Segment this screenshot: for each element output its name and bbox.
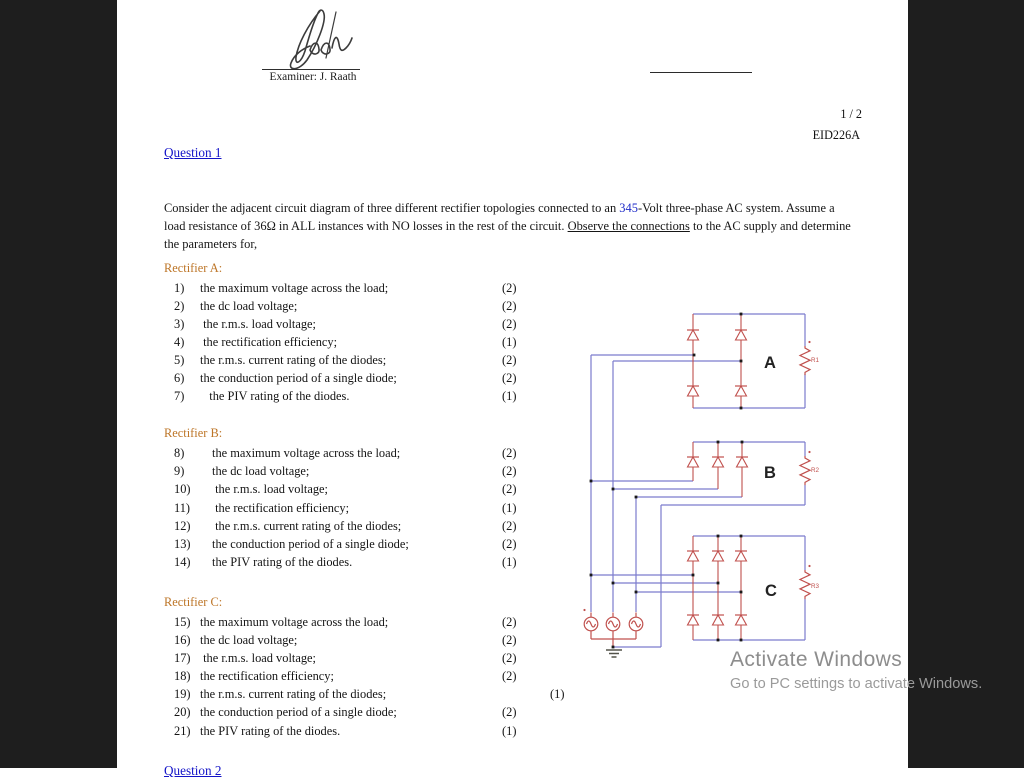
list-item <box>164 444 604 462</box>
section-heading: Rectifier B: <box>164 426 223 440</box>
list-item <box>164 685 604 703</box>
item-number: 8) <box>174 446 185 460</box>
intro-segment: -Volt three-phase AC system. Assume a load resistance of 36Ω in ALL instances with NO losses in the rest of the circuit. <box>164 201 835 234</box>
item-mark: (2) <box>502 669 517 684</box>
item-number: 17) <box>174 651 191 666</box>
list-item <box>164 351 604 369</box>
item-number: 9) <box>174 464 185 479</box>
item-number: 19) <box>174 687 191 702</box>
left-black-bar <box>0 0 117 768</box>
item-text: the PIV rating of the diodes. <box>212 555 353 570</box>
item-number: 5) <box>174 353 185 367</box>
intro-segment: Consider the adjacent circuit diagram of three different rectifier topologies connected to an <box>164 201 620 216</box>
item-mark: (2) <box>502 464 517 479</box>
question-2-heading-clipped: Question 2 <box>164 763 222 778</box>
item-text: the PIV rating of the diodes. <box>200 723 341 738</box>
question-intro-paragraph <box>164 200 852 253</box>
item-number: 11) <box>174 500 191 515</box>
item-text: the rectification efficiency; <box>212 500 350 515</box>
question-1-heading: Question 1 <box>164 145 222 160</box>
watermark-subtitle: Go to PC settings to activate Windows. <box>730 676 983 692</box>
item-number: 6) <box>174 371 185 385</box>
list-item <box>164 649 604 667</box>
list-item <box>164 279 604 297</box>
item-mark: (2) <box>502 317 517 331</box>
examiner-label: Examiner: J. Raath <box>269 71 357 83</box>
list-item <box>164 462 604 480</box>
item-text: the r.m.s. current rating of the diodes; <box>212 518 402 533</box>
section-items <box>164 279 604 405</box>
list-item <box>164 499 604 517</box>
item-mark: (2) <box>502 536 517 551</box>
polarity-dots <box>583 341 810 611</box>
section-heading: Rectifier C: <box>164 595 223 609</box>
item-text: the r.m.s. load voltage; <box>212 482 328 497</box>
item-mark: (2) <box>502 633 517 648</box>
section-heading: Rectifier A: <box>164 261 223 275</box>
list-item <box>164 333 604 351</box>
item-mark: (1) <box>502 500 517 515</box>
item-text: the conduction period of a single diode; <box>212 536 409 551</box>
item-number: 10) <box>174 482 191 497</box>
item-number: 21) <box>174 723 191 738</box>
item-number: 1) <box>174 281 185 295</box>
r3-label: R3 <box>811 583 820 590</box>
item-mark: (2) <box>502 651 517 666</box>
intro-segment: Observe the connections <box>567 219 690 234</box>
list-item <box>164 517 604 535</box>
item-number: 16) <box>174 633 191 648</box>
course-code: EID226A <box>812 128 860 142</box>
ground-icon <box>606 650 622 657</box>
document-page <box>117 0 908 778</box>
item-mark: (2) <box>502 446 517 460</box>
item-mark: (1) <box>550 687 565 702</box>
signature-image <box>257 4 377 70</box>
list-item <box>164 297 604 315</box>
list-item <box>164 480 604 498</box>
item-mark: (2) <box>502 353 517 367</box>
item-mark: (1) <box>502 389 517 403</box>
moderator-rule <box>650 72 752 73</box>
ac-source-icons <box>584 613 643 648</box>
item-number: 18) <box>174 669 191 684</box>
intro-segment: to the AC supply and determine the parameters for, <box>164 219 851 251</box>
page-number: 1 / 2 <box>840 107 862 121</box>
diode-branches <box>693 314 742 640</box>
list-item <box>164 613 604 631</box>
list-item <box>164 667 604 685</box>
section-items <box>164 613 604 740</box>
item-number: 12) <box>174 518 191 533</box>
item-number: 7) <box>174 389 185 403</box>
item-text: the conduction period of a single diode; <box>200 705 397 720</box>
rectifier-b-label: B <box>764 464 776 482</box>
item-mark: (1) <box>502 335 517 349</box>
item-number: 2) <box>174 299 185 313</box>
circuit-labels <box>764 354 820 600</box>
item-number: 20) <box>174 705 191 720</box>
r1-label: R1 <box>811 357 820 364</box>
right-black-bar <box>908 0 1024 768</box>
item-mark: (2) <box>502 281 517 295</box>
r2-label: R2 <box>811 467 820 474</box>
item-text: the r.m.s. current rating of the diodes; <box>200 687 387 702</box>
section-items <box>164 444 604 571</box>
item-mark: (2) <box>502 299 517 313</box>
item-text: the dc load voltage; <box>200 633 298 648</box>
item-mark: (2) <box>502 615 517 629</box>
item-text: the r.m.s. load voltage; <box>200 651 316 666</box>
rectifier-c-label: C <box>765 582 777 600</box>
item-text: the rectification efficiency; <box>200 669 334 684</box>
item-number: 4) <box>174 335 185 349</box>
item-mark: (2) <box>502 518 517 533</box>
list-item <box>164 722 604 740</box>
list-item <box>164 387 604 405</box>
list-item <box>164 369 604 387</box>
item-number: 3) <box>174 317 185 331</box>
list-item <box>164 631 604 649</box>
item-text: the maximum voltage across the load; <box>212 446 401 460</box>
item-text: the conduction period of a single diode; <box>200 371 397 385</box>
item-mark: (2) <box>502 371 517 385</box>
list-item <box>164 703 604 721</box>
item-number: 14) <box>174 555 191 570</box>
rectifier-a-label: A <box>764 354 776 372</box>
item-text: the maximum voltage across the load; <box>200 615 389 629</box>
item-text: the PIV rating of the diodes. <box>200 389 350 403</box>
signature-rule <box>262 69 360 70</box>
item-number: 13) <box>174 536 191 551</box>
intro-segment: 345 <box>619 201 638 216</box>
watermark-title: Activate Windows <box>730 648 903 671</box>
item-mark: (1) <box>502 555 517 570</box>
list-item <box>164 553 604 571</box>
item-text: the r.m.s. current rating of the diodes; <box>200 353 387 367</box>
circuit-diagram <box>570 300 830 668</box>
item-mark: (2) <box>502 705 517 720</box>
item-text: the dc load voltage; <box>200 299 298 313</box>
list-item <box>164 315 604 333</box>
item-number: 15) <box>174 615 191 629</box>
item-text: the rectification efficiency; <box>200 335 338 349</box>
item-mark: (2) <box>502 482 517 497</box>
item-text: the maximum voltage across the load; <box>200 281 389 295</box>
item-mark: (1) <box>502 723 517 738</box>
item-text: the r.m.s. load voltage; <box>200 317 316 331</box>
item-text: the dc load voltage; <box>212 464 310 479</box>
list-item <box>164 535 604 553</box>
